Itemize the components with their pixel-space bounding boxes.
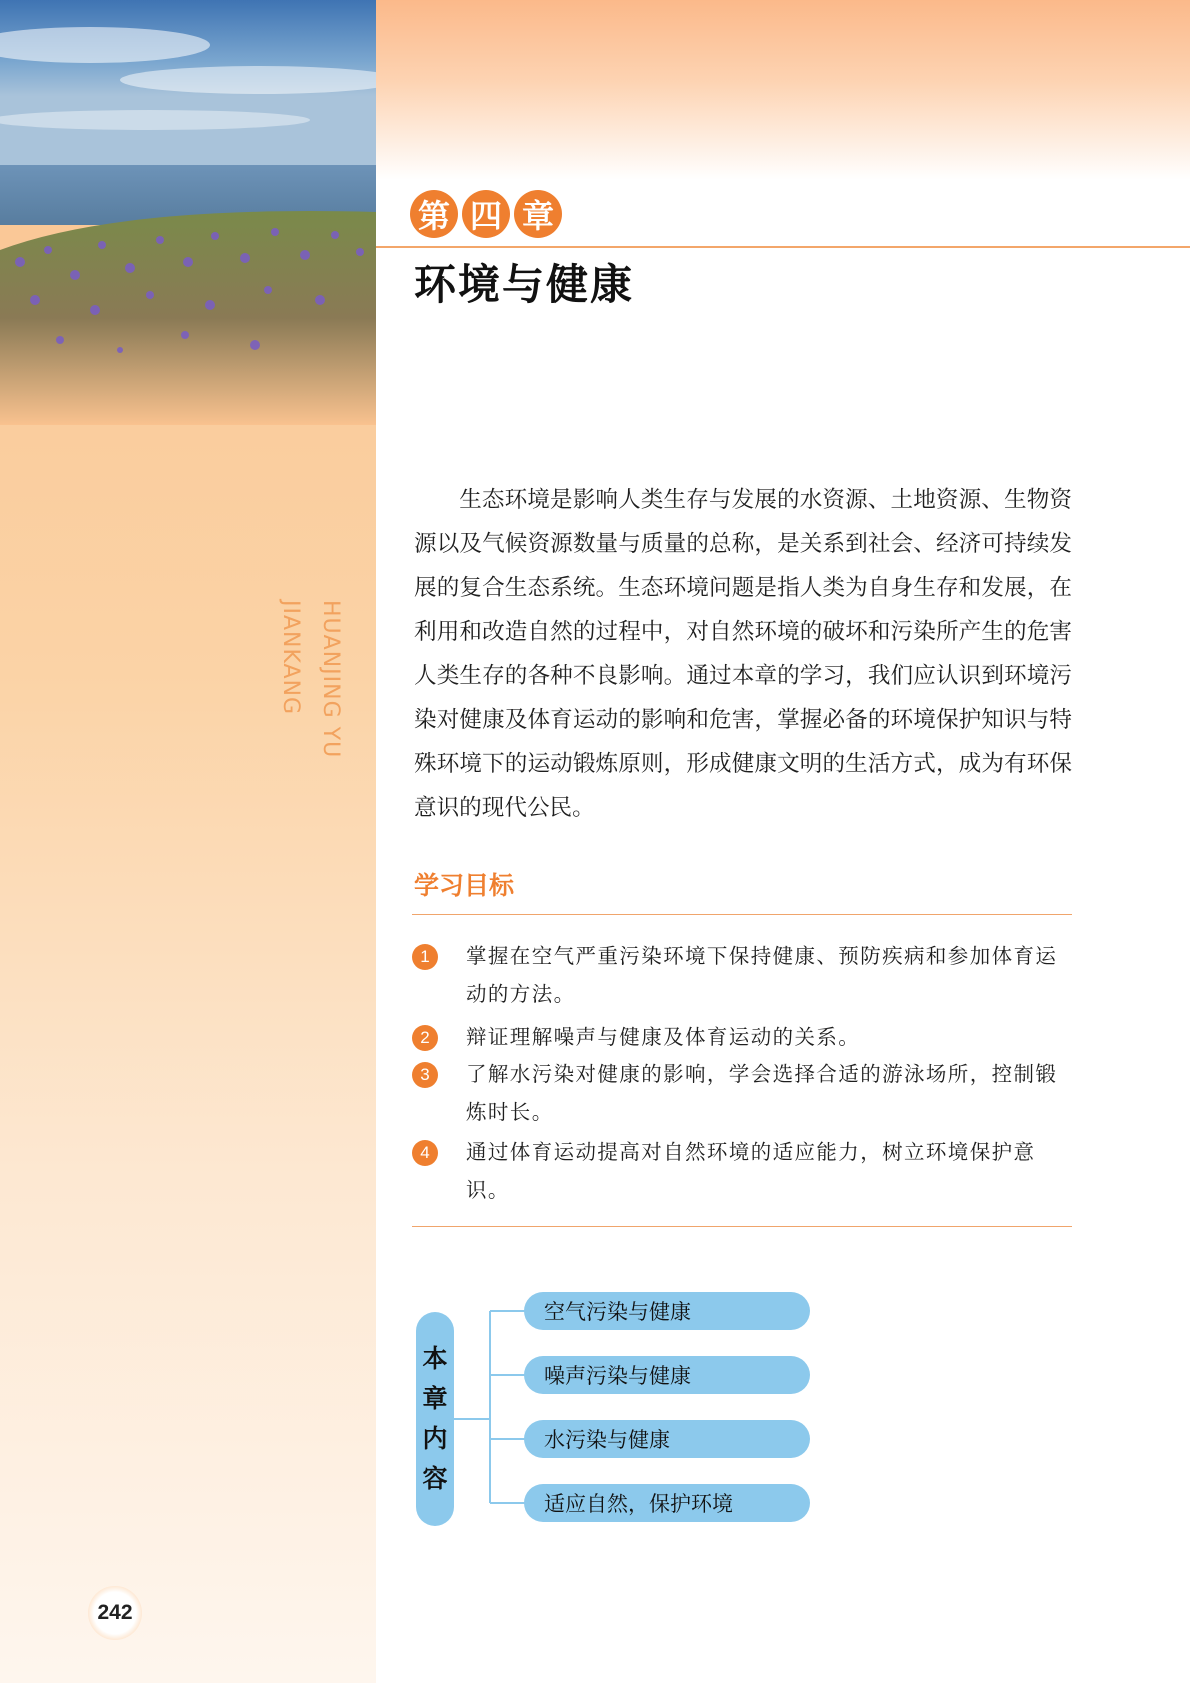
- intro-paragraph: 生态环境是影响人类生存与发展的水资源、土地资源、生物资源以及气候资源数量与质量的总称，是关系到社会、经济可持续发展的复合生态系统。生态环境问题是指人类为自身生存和发展，在利用和改造自然的过程中，对自然环境的破坏和污染所产生的危害人类生存的各种不良影响。通过本章的学习，我们应认识到环境污染对健康及体育运动的影响和危害，掌握必备的环境保护知识与特殊环境下的运动锻炼原则，形成健康文明的生活方式，成为有环保意识的现代公民。: [414, 487, 1072, 821]
- contents-root-char: 本: [422, 1344, 448, 1373]
- chapter-tag-char: 四: [462, 190, 510, 238]
- goal-text: 通过体育运动提高对自然环境的适应能力，树立环境保护意识。: [466, 1140, 1036, 1202]
- top-gradient-band: [376, 0, 1190, 180]
- chapter-title: 环境与健康: [414, 260, 635, 309]
- left-decor-column: [0, 0, 376, 1683]
- goals-heading: 学习目标: [414, 871, 515, 900]
- pinyin-title-line-1: HUANJING YU: [318, 600, 343, 759]
- goal-item: [412, 1018, 1072, 1056]
- goal-number-badge: 4: [412, 1140, 438, 1166]
- title-divider: [376, 246, 1190, 248]
- chapter-tag-char: 章: [514, 190, 562, 238]
- chapter-tag-char: 第: [410, 190, 458, 238]
- contents-root-char: 内: [422, 1424, 448, 1453]
- goal-text: 了解水污染对健康的影响，学会选择合适的游泳场所，控制锻炼时长。: [466, 1062, 1058, 1124]
- goal-item: [412, 1055, 1072, 1131]
- contents-map-connectors: [454, 1290, 526, 1520]
- contents-root-char: 章: [422, 1384, 448, 1413]
- goal-number-badge: 3: [412, 1062, 438, 1088]
- goal-text: 掌握在空气严重污染环境下保持健康、预防疾病和参加体育运动的方法。: [466, 944, 1058, 1006]
- chapter-tag: [410, 190, 562, 238]
- contents-item: 空气污染与健康: [524, 1292, 810, 1330]
- goal-text: 辩证理解噪声与健康及体育运动的关系。: [466, 1025, 861, 1049]
- contents-item: 噪声污染与健康: [524, 1356, 810, 1394]
- goals-bottom-rule: [412, 1226, 1072, 1227]
- goal-item: [412, 937, 1072, 1013]
- pinyin-title-line-2: JIANKANG: [278, 600, 303, 716]
- landscape-photo: [0, 0, 376, 425]
- goal-number-badge: 1: [412, 944, 438, 970]
- contents-map-root: [416, 1312, 454, 1526]
- contents-item: 适应自然，保护环境: [524, 1484, 810, 1522]
- goals-top-rule: [412, 914, 1072, 915]
- goal-item: [412, 1133, 1072, 1209]
- contents-item: 水污染与健康: [524, 1420, 810, 1458]
- contents-root-char: 容: [422, 1464, 448, 1493]
- goal-number-badge: 2: [412, 1025, 438, 1051]
- page-number: 242: [88, 1586, 142, 1640]
